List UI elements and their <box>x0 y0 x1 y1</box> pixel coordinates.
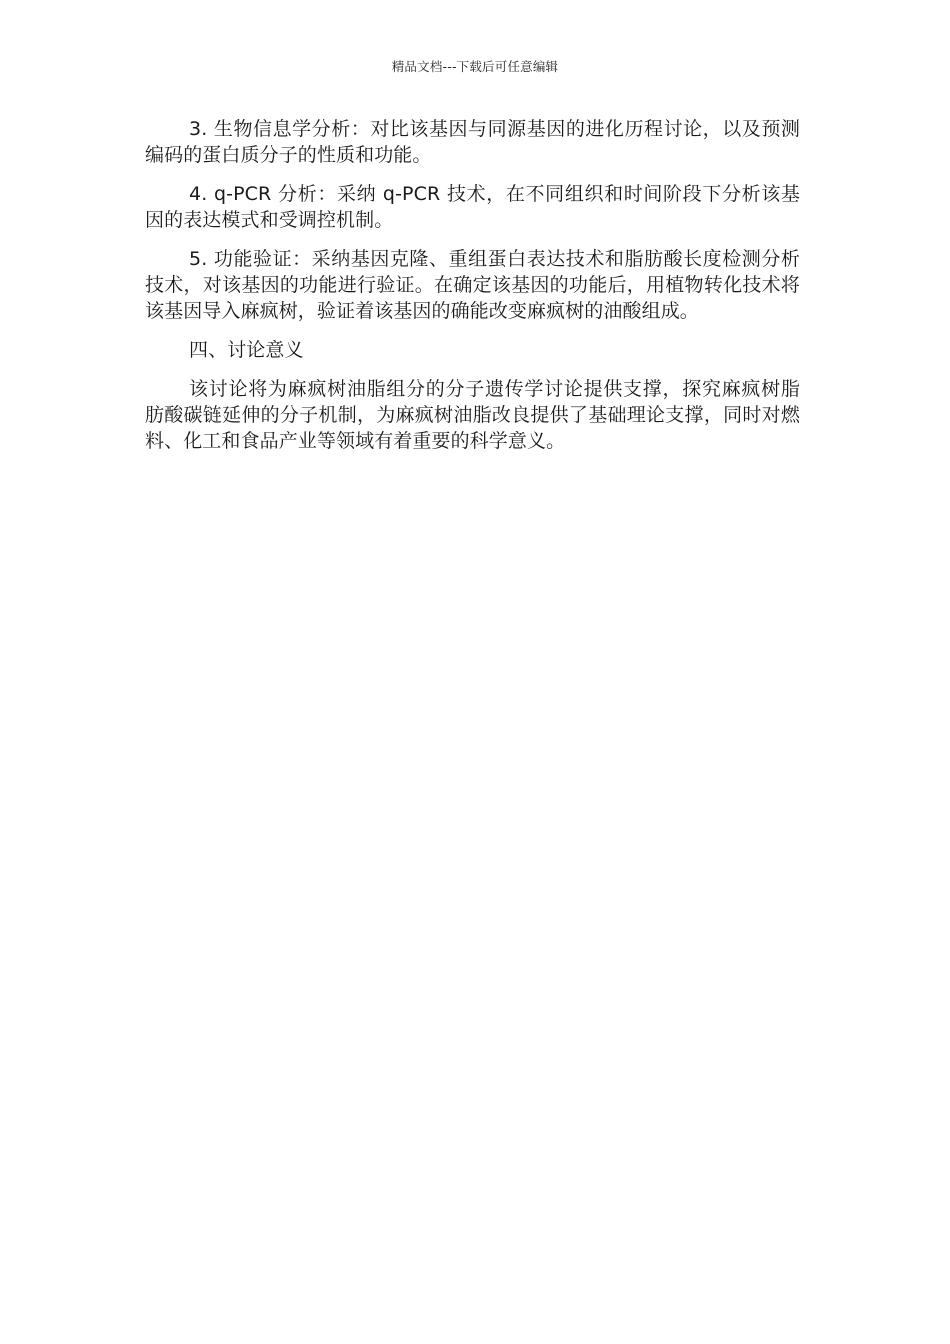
paragraph-significance: 该讨论将为麻疯树油脂组分的分子遗传学讨论提供支撑，探究麻疯树脂肪酸碳链延伸的分子机制，为麻疯树油脂改良提供了基础理论支撑，同时对燃料、化工和食品产业等领域有着重要的科学意义。 <box>145 378 800 452</box>
paragraph-qpcr: 4. q-PCR 分析：采纳 q-PCR 技术，在不同组织和时间阶段下分析该基因的表达模式和受调控机制。 <box>145 183 800 231</box>
paragraph-function-validation: 5. 功能验证：采纳基因克隆、重组蛋白表达技术和脂肪酸长度检测分析技术，对该基因的功能进行验证。在确定该基因的功能后，用植物转化技术将该基因导入麻疯树，验证着该基因的确能改变麻疯树的油酸组成。 <box>145 248 800 322</box>
paragraph-bioinformatics: 3. 生物信息学分析：对比该基因与同源基因的进化历程讨论，以及预测编码的蛋白质分子的性质和功能。 <box>145 118 800 166</box>
section-heading-significance: 四、讨论意义 <box>189 339 304 361</box>
page-header: 精品文档---下载后可任意编辑 <box>391 59 559 74</box>
document-body <box>145 116 800 467</box>
